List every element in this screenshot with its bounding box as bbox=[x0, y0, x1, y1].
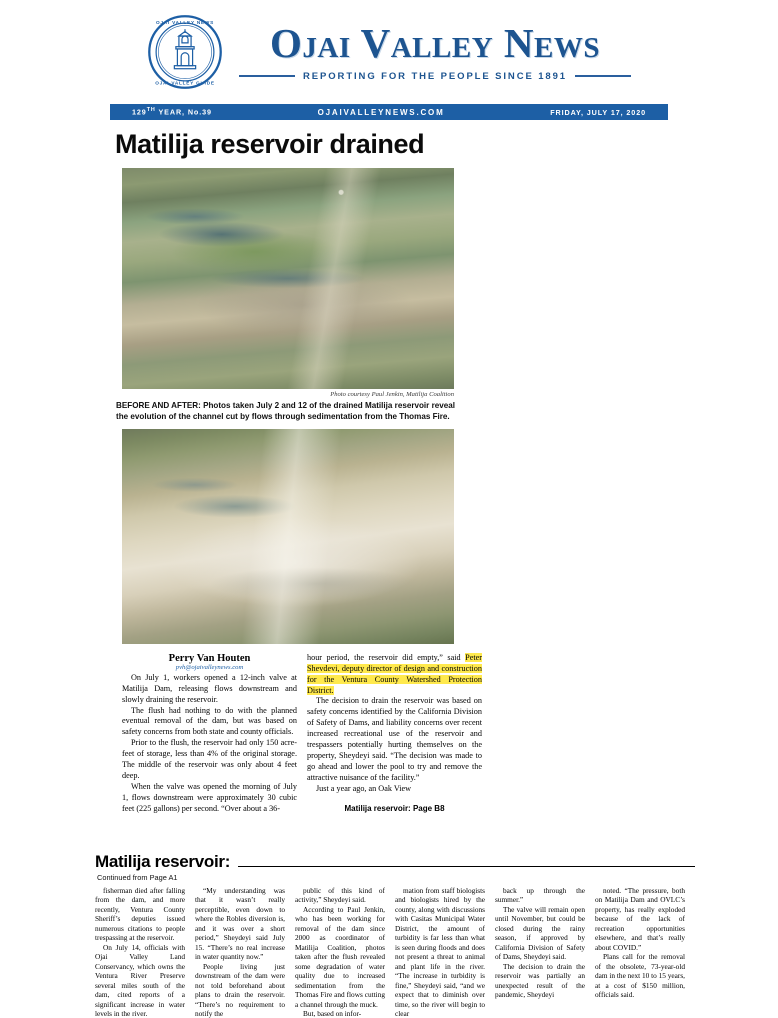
continued-from-label: Continued from Page A1 bbox=[97, 873, 178, 882]
byline-email[interactable]: pvh@ojaivalleynews.com bbox=[175, 663, 244, 671]
jumpline[interactable]: Matilija reservoir: Page B8 bbox=[344, 803, 445, 813]
paragraph-with-highlight bbox=[307, 653, 482, 697]
continuation-section bbox=[95, 852, 695, 1018]
paragraph: “My understanding was that it wasn’t really perceptible, even down to where the Robles diversion is, and it was over a short period,” Sheydeyi said July 15. “There’s no real increase in water quantity now.” bbox=[195, 886, 285, 962]
paragraph: back up through the summer.” bbox=[495, 886, 585, 905]
paragraph: Just a year ago, an Oak View bbox=[316, 783, 412, 793]
article-column-2 bbox=[307, 653, 482, 815]
issue-year-rest: YEAR, No.39 bbox=[155, 107, 212, 117]
photo-before-wrapper bbox=[122, 168, 778, 389]
photo-after-wrapper bbox=[122, 429, 778, 644]
paragraph: On July 1, workers opened a 12-inch valve at Matilija Dam, releasing flows downstream and slowly draining the reservoir. bbox=[122, 672, 297, 704]
paragraph: The valve will remain open until November, but could be closed during the rainy season, if approved by California Division of Safety of Dams, Sheydeyi said. bbox=[495, 904, 585, 962]
continuation-columns bbox=[95, 886, 695, 1018]
svg-text:OJAI VALLEY NEWS: OJAI VALLEY NEWS bbox=[156, 19, 215, 25]
paragraph: noted. “The pressure, both on Matilija Dam and OVLC’s property, has really exploded because of the lack of recreation opportunities elsewhere, and that’s really about COVID.” bbox=[595, 886, 685, 952]
continuation-title: Matilija reservoir: bbox=[95, 852, 231, 871]
photo-before bbox=[122, 168, 454, 389]
website-url[interactable]: OJAIVALLEYNEWS.COM bbox=[317, 107, 445, 117]
paragraph: The flush had nothing to do with the planned eventual removal of the dam, but was based on safety concerns from both state and county officials. bbox=[122, 705, 297, 737]
paragraph: fisherman died after falling from the dam, and more recently, Ventura County Sheriff’s deputies issued numerous citations to people trespassing at the reservoir. bbox=[95, 886, 185, 943]
issue-date: FRIDAY, JULY 17, 2020 bbox=[550, 107, 646, 117]
issue-info-bar bbox=[110, 104, 668, 120]
paragraph: When the valve was opened the morning of July 1, flows downstream were approximately 30 cubic feet (225 gallons) per second. “Over about a 36- bbox=[122, 781, 297, 813]
article-col2-text bbox=[307, 653, 482, 795]
newspaper-tagline: REPORTING FOR THE PEOPLE SINCE 1891 bbox=[303, 70, 567, 82]
byline-author: Perry Van Houten bbox=[168, 652, 251, 664]
paragraph: According to Paul Jenkin, who has been working for removal of the dam since 2000 as coordinator of Matilija Coalition, photos taken after the flush revealed some degradation of water quality due to increased sedimentation from the Thomas Fire and flows cutting a channel through the muck. bbox=[295, 904, 385, 1009]
svg-text:OJAI VALLEY GUIDE: OJAI VALLEY GUIDE bbox=[155, 80, 215, 86]
col2-lead-text: hour period, the reservoir did empty,” said bbox=[307, 652, 466, 662]
continuation-header bbox=[95, 852, 695, 872]
masthead bbox=[0, 0, 778, 94]
paragraph: The decision to drain the reservoir was partially an unexpected result of the pandemic, Sheydeyi bbox=[495, 961, 585, 1000]
issue-year: 129 bbox=[132, 107, 147, 117]
paragraph: Plans call for the removal of the obsolete, 73-year-old dam in the next 10 to 15 years, at a cost of $150 million, officials said. bbox=[595, 952, 685, 1000]
continuation-column-1 bbox=[95, 886, 185, 1018]
continuation-column-2 bbox=[195, 886, 285, 1018]
masthead-tagline-row bbox=[239, 71, 631, 82]
photo-credit: Photo courtesy Paul Jenkin, Matilija Coalition bbox=[330, 391, 454, 398]
paragraph: The decision to drain the reservoir was based on safety concerns identified by the California Division of Safety of Dams, and liability concerns over recent increased recreational use of the reservoir and trespassers potentially hurting themselves on the property, Sheydeyi said. “The decision was made to go ahead and lower the pool to try and remove the attractive nuisance of the facility.” bbox=[307, 696, 482, 782]
newspaper-title: Ojai Valley News bbox=[270, 19, 600, 66]
photo-after bbox=[122, 429, 454, 644]
ojai-valley-news-seal-icon bbox=[147, 14, 223, 90]
continuation-column-5 bbox=[495, 886, 585, 1018]
tagline-rule-left bbox=[239, 75, 295, 77]
paragraph: But, based on infor- bbox=[303, 1009, 362, 1018]
article-col1-text bbox=[122, 673, 297, 815]
article-column-1 bbox=[122, 653, 297, 815]
paragraph: People living just downstream of the dam were not told beforehand about plans to drain the reservoir. “There’s no requirement to notify the bbox=[195, 961, 285, 1018]
page-title: Matilija reservoir drained bbox=[115, 129, 425, 159]
masthead-text bbox=[239, 19, 631, 82]
tagline-rule-right bbox=[575, 75, 631, 77]
issue-number bbox=[110, 107, 212, 116]
continuation-column-3 bbox=[295, 886, 385, 1018]
issue-year-suffix: TH bbox=[146, 107, 156, 114]
paragraph: Prior to the flush, the reservoir had only 150 acre-feet of storage, less than 4% of the original storage. The middle of the reservoir was only about 4 feet deep. bbox=[122, 738, 297, 780]
photo-cutline: BEFORE AND AFTER: Photos taken July 2 and 12 of the drained Matilija reservoir reveal the evolution of the channel cut by flows through sedimentation from the Thomas Fire. bbox=[116, 401, 455, 421]
paragraph: public of this kind of activity,” Sheydeyi said. bbox=[295, 886, 385, 905]
continuation-rule bbox=[238, 866, 695, 867]
paragraph: mation from staff biologists and biologists hired by the county, along with discussions with Casitas Municipal Water District, the amount of turbidity is far less than what is seen during floods and does not present a threat to animal and plant life in the river. “The increase in turbidity is fine,” Sheydeyi said, “and we expect that to diminish over time, so the river will begin to clear bbox=[395, 886, 485, 1018]
article-body bbox=[122, 653, 482, 815]
highlighted-text: Peter Shevdevi, deputy director of design and construction for the Ventura County Watershed Protection District. bbox=[307, 652, 482, 695]
paragraph: On July 14, officials with Ojai Valley Land Conservancy, which owns the Ventura River Preserve several miles south of the dam, cited reports of a significant increase in water levels in the river. bbox=[95, 942, 185, 1018]
continuation-column-6 bbox=[595, 886, 685, 1018]
continuation-column-4 bbox=[395, 886, 485, 1018]
